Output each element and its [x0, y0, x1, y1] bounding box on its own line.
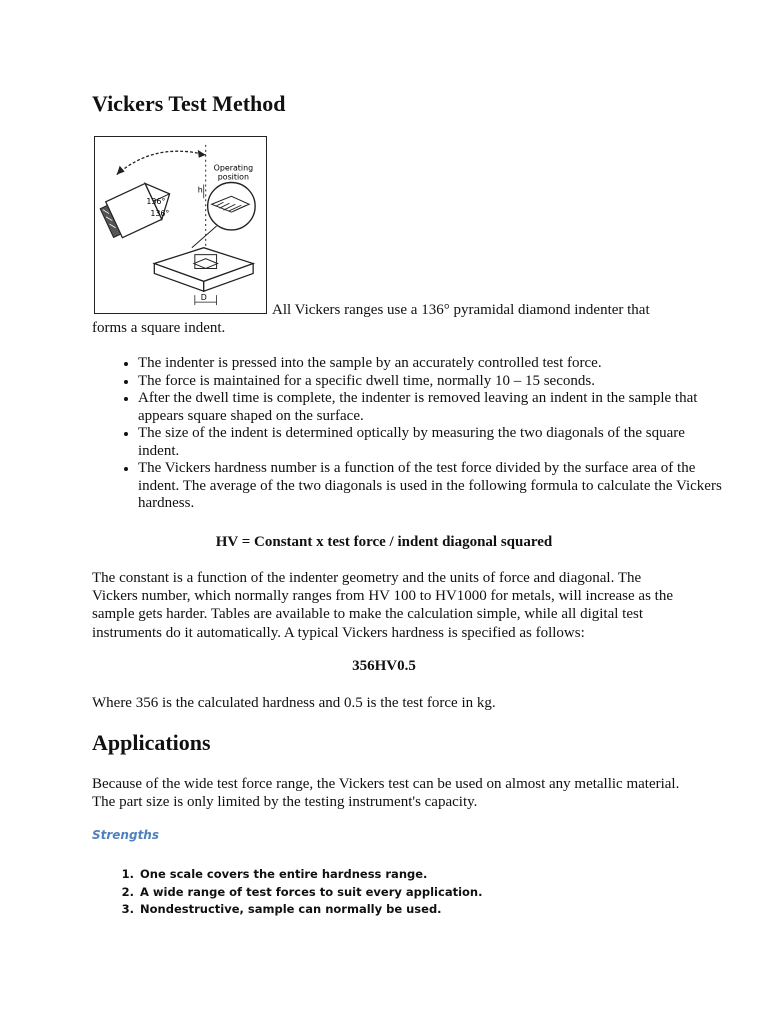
list-item: 3. Nondestructive, sample can normally be used. — [138, 901, 482, 919]
strengths-list — [92, 866, 482, 919]
page-title: Vickers Test Method — [92, 91, 286, 116]
list-item: • The Vickers hardness number is a function of the test force divided by the surface area of the indent. The average of the two diagonals is used in the following formula to calculate the Vickers hardness. — [138, 460, 728, 513]
procedure-steps-list — [92, 355, 728, 513]
figure-label-d: D — [200, 293, 207, 303]
list-item: • The size of the indent is determined optically by measuring the two diagonals of the square indent. — [138, 425, 728, 460]
strengths-heading: Strengths — [92, 828, 159, 842]
example-explanation: Where 356 is the calculated hardness and 0.5 is the test force in kg. — [92, 695, 496, 711]
figure-label-h: h — [197, 185, 203, 195]
intro-text-line2: forms a square indent. — [92, 320, 226, 336]
hardness-example: 356HV0.5 — [352, 658, 416, 674]
figure-label-angle-2: 136° — [150, 209, 170, 219]
intro-text-line1: All Vickers ranges use a 136° pyramidal diamond indenter that — [272, 302, 650, 318]
vickers-indenter-diagram — [94, 136, 267, 314]
applications-paragraph: Because of the wide test force range, the Vickers test can be used on almost any metallic material. The part size is only limited by the testing instrument's capacity. — [92, 776, 680, 811]
hardness-formula: HV = Constant x test force / indent diagonal squared — [215, 534, 553, 550]
list-item: 1. One scale covers the entire hardness range. — [138, 866, 482, 884]
constant-paragraph: The constant is a function of the indenter geometry and the units of force and diagonal. The Vickers number, which normally ranges from HV 100 to HV1000 for metals, will increase as the sample gets harder. Tables are available to make the calculation simple, while all digital test instruments do it automatically. A typical Vickers hardness is specified as follows: — [92, 570, 673, 641]
list-item: • After the dwell time is complete, the indenter is removed leaving an indent in the sample that appears square shaped on the surface. — [138, 390, 728, 425]
list-item: • The indenter is pressed into the sample by an accurately controlled test force. — [138, 355, 728, 373]
figure-label-angle-1: 136° — [146, 197, 166, 207]
figure-label-operating: Operating — [213, 163, 254, 173]
list-item: • The force is maintained for a specific dwell time, normally 10 – 15 seconds. — [138, 373, 728, 391]
list-item: 2. A wide range of test forces to suit every application. — [138, 884, 482, 902]
figure-label-position: position — [217, 172, 250, 182]
applications-heading: Applications — [92, 730, 211, 755]
